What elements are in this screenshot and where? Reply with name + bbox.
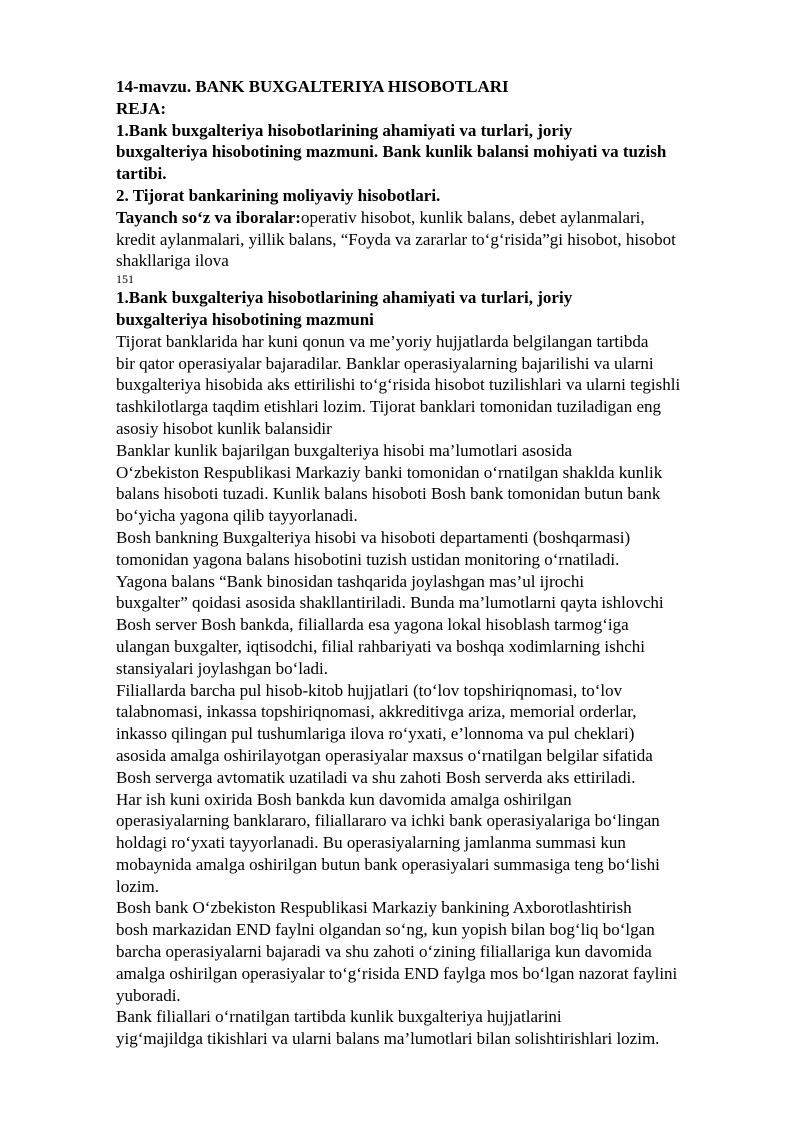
body-line: bosh markazidan END faylni olgandan so‘ng, kun yopish bilan bog‘liq bo‘lgan xyxy=(116,920,655,940)
plan-heading: REJA: xyxy=(116,98,167,118)
keywords-text: operativ hisobot, kunlik balans, debet aylanmalari, xyxy=(300,207,645,227)
body-line: Bank filiallari o‘rnatilgan tartibda kunlik buxgalteriya hujjatlarini xyxy=(116,1007,562,1027)
body-line: yuboradi. xyxy=(116,985,181,1005)
body-line: Bosh bankning Buxgalteriya hisobi va hisoboti departamenti (boshqarmasi) xyxy=(116,527,631,547)
page-number: 151 xyxy=(116,272,134,287)
body-line: bir qator operasiyalar bajaradilar. Banklar operasiyalarning bajarilishi va ularni xyxy=(116,353,654,373)
body-line: talabnomasi, inkassa topshiriqnomasi, akkreditivga ariza, memorial orderlar, xyxy=(116,702,637,722)
body-line: tashkilotlarga taqdim etishlari lozim. Tijorat banklari tomonidan tuziladigan eng xyxy=(116,397,662,417)
body-line: amalga oshirilgan operasiyalar to‘g‘risida END faylga mos bo‘lgan nazorat faylini xyxy=(116,963,678,983)
body-line: asosiy hisobot kunlik balansidir xyxy=(116,418,332,438)
body-line: ulangan buxgalter, iqtisodchi, filial rahbariyati va boshqa xodimlarning ishchi xyxy=(116,636,646,656)
body-line: buxgalteriya hisobida aks ettirilishi to‘g‘risida hisobot tuzilishlari va ularni tegishli xyxy=(116,375,681,395)
body-line: O‘zbekiston Respublikasi Markaziy banki tomonidan o‘rnatilgan shaklda kunlik xyxy=(116,462,663,482)
plan-item-line: buxgalteriya hisobotining mazmuni. Bank kunlik balansi mohiyati va tuzish xyxy=(116,142,667,162)
body-line: Yagona balans “Bank binosidan tashqarida joylashgan mas’ul ijrochi xyxy=(116,571,585,591)
keywords-block xyxy=(116,207,746,272)
body-line: buxgalter” qoidasi asosida shakllantiriladi. Bunda ma’lumotlarni qayta ishlovchi xyxy=(116,593,664,613)
keywords-label: Tayanch so‘z va iboralar: xyxy=(116,207,301,227)
plan-item-line: tartibi. xyxy=(116,164,167,184)
body-line: Banklar kunlik bajarilgan buxgalteriya hisobi ma’lumotlari asosida xyxy=(116,440,573,460)
plan-item-2: 2. Tijorat bankarining moliyaviy hisobotlari. xyxy=(116,185,441,205)
body-line: operasiyalarning banklararo, filiallararo va ichki bank operasiyalariga bo‘lingan xyxy=(116,811,660,831)
document-page xyxy=(116,76,746,1050)
body-line: Har ish kuni oxirida Bosh bankda kun davomida amalga oshirilgan xyxy=(116,789,572,809)
section-heading-line: buxgalteriya hisobotining mazmuni xyxy=(116,309,374,329)
body-line: mobaynida amalga oshirilgan butun bank operasiyalari summasiga teng bo‘lishi xyxy=(116,854,660,874)
keywords-line: kredit aylanmalari, yillik balans, “Foyda va zararlar to‘g‘risida”gi hisobot, hisobot xyxy=(116,229,676,249)
body-line: barcha operasiyalarni bajaradi va shu zahoti o‘zining filiallariga kun davomida xyxy=(116,942,652,962)
keywords-line: shakllariga ilova xyxy=(116,251,229,271)
body-line: yig‘majildga tikishlari va ularni balans ma’lumotlari bilan solishtirishlari lozim. xyxy=(116,1029,660,1049)
body-line: stansiyalari joylashgan bo‘ladi. xyxy=(116,658,328,678)
section-heading-line: 1.Bank buxgalteriya hisobotlarining ahamiyati va turlari, joriy xyxy=(116,288,573,308)
body-line: bo‘yicha yagona qilib tayyorlanadi. xyxy=(116,506,358,526)
body-line: asosida amalga oshirilayotgan operasiyalar maxsus o‘rnatilgan belgilar sifatida xyxy=(116,745,653,765)
plan-item-line: 1.Bank buxgalteriya hisobotlarining ahamiyati va turlari, joriy xyxy=(116,120,573,140)
document-title: 14-mavzu. BANK BUXGALTERIYA HISOBOTLARI xyxy=(116,77,509,96)
body-line: lozim. xyxy=(116,876,159,896)
body-line: inkasso qilingan pul tushumlariga ilova ro‘yxati, e’lonnoma va pul cheklari) xyxy=(116,724,635,744)
body-line: tomonidan yagona balans hisobotini tuzish ustidan monitoring o‘rnatiladi. xyxy=(116,549,620,569)
body-line: holdagi ro‘yxati tayyorlanadi. Bu operasiyalarning jamlanma summasi kun xyxy=(116,833,626,853)
body-line: Bosh serverga avtomatik uzatiladi va shu zahoti Bosh serverda aks ettiriladi. xyxy=(116,767,636,787)
keywords-line xyxy=(116,207,746,229)
section-heading xyxy=(116,287,746,331)
body-line: Bosh bank O‘zbekiston Respublikasi Markaziy bankining Axborotlashtirish xyxy=(116,898,632,918)
body-line: Filiallarda barcha pul hisob-kitob hujjatlari (to‘lov topshiriqnomasi, to‘lov xyxy=(116,680,623,700)
body-line: Bosh server Bosh bankda, filiallarda esa yagona lokal hisoblash tarmog‘iga xyxy=(116,615,629,635)
section-body xyxy=(116,331,746,1050)
body-line: balans hisoboti tuzadi. Kunlik balans hisoboti Bosh bank tomonidan butun bank xyxy=(116,484,661,504)
plan-item-1 xyxy=(116,120,746,185)
body-line: Tijorat banklarida har kuni qonun va me’yoriy hujjatlarda belgilangan tartibda xyxy=(116,331,649,351)
